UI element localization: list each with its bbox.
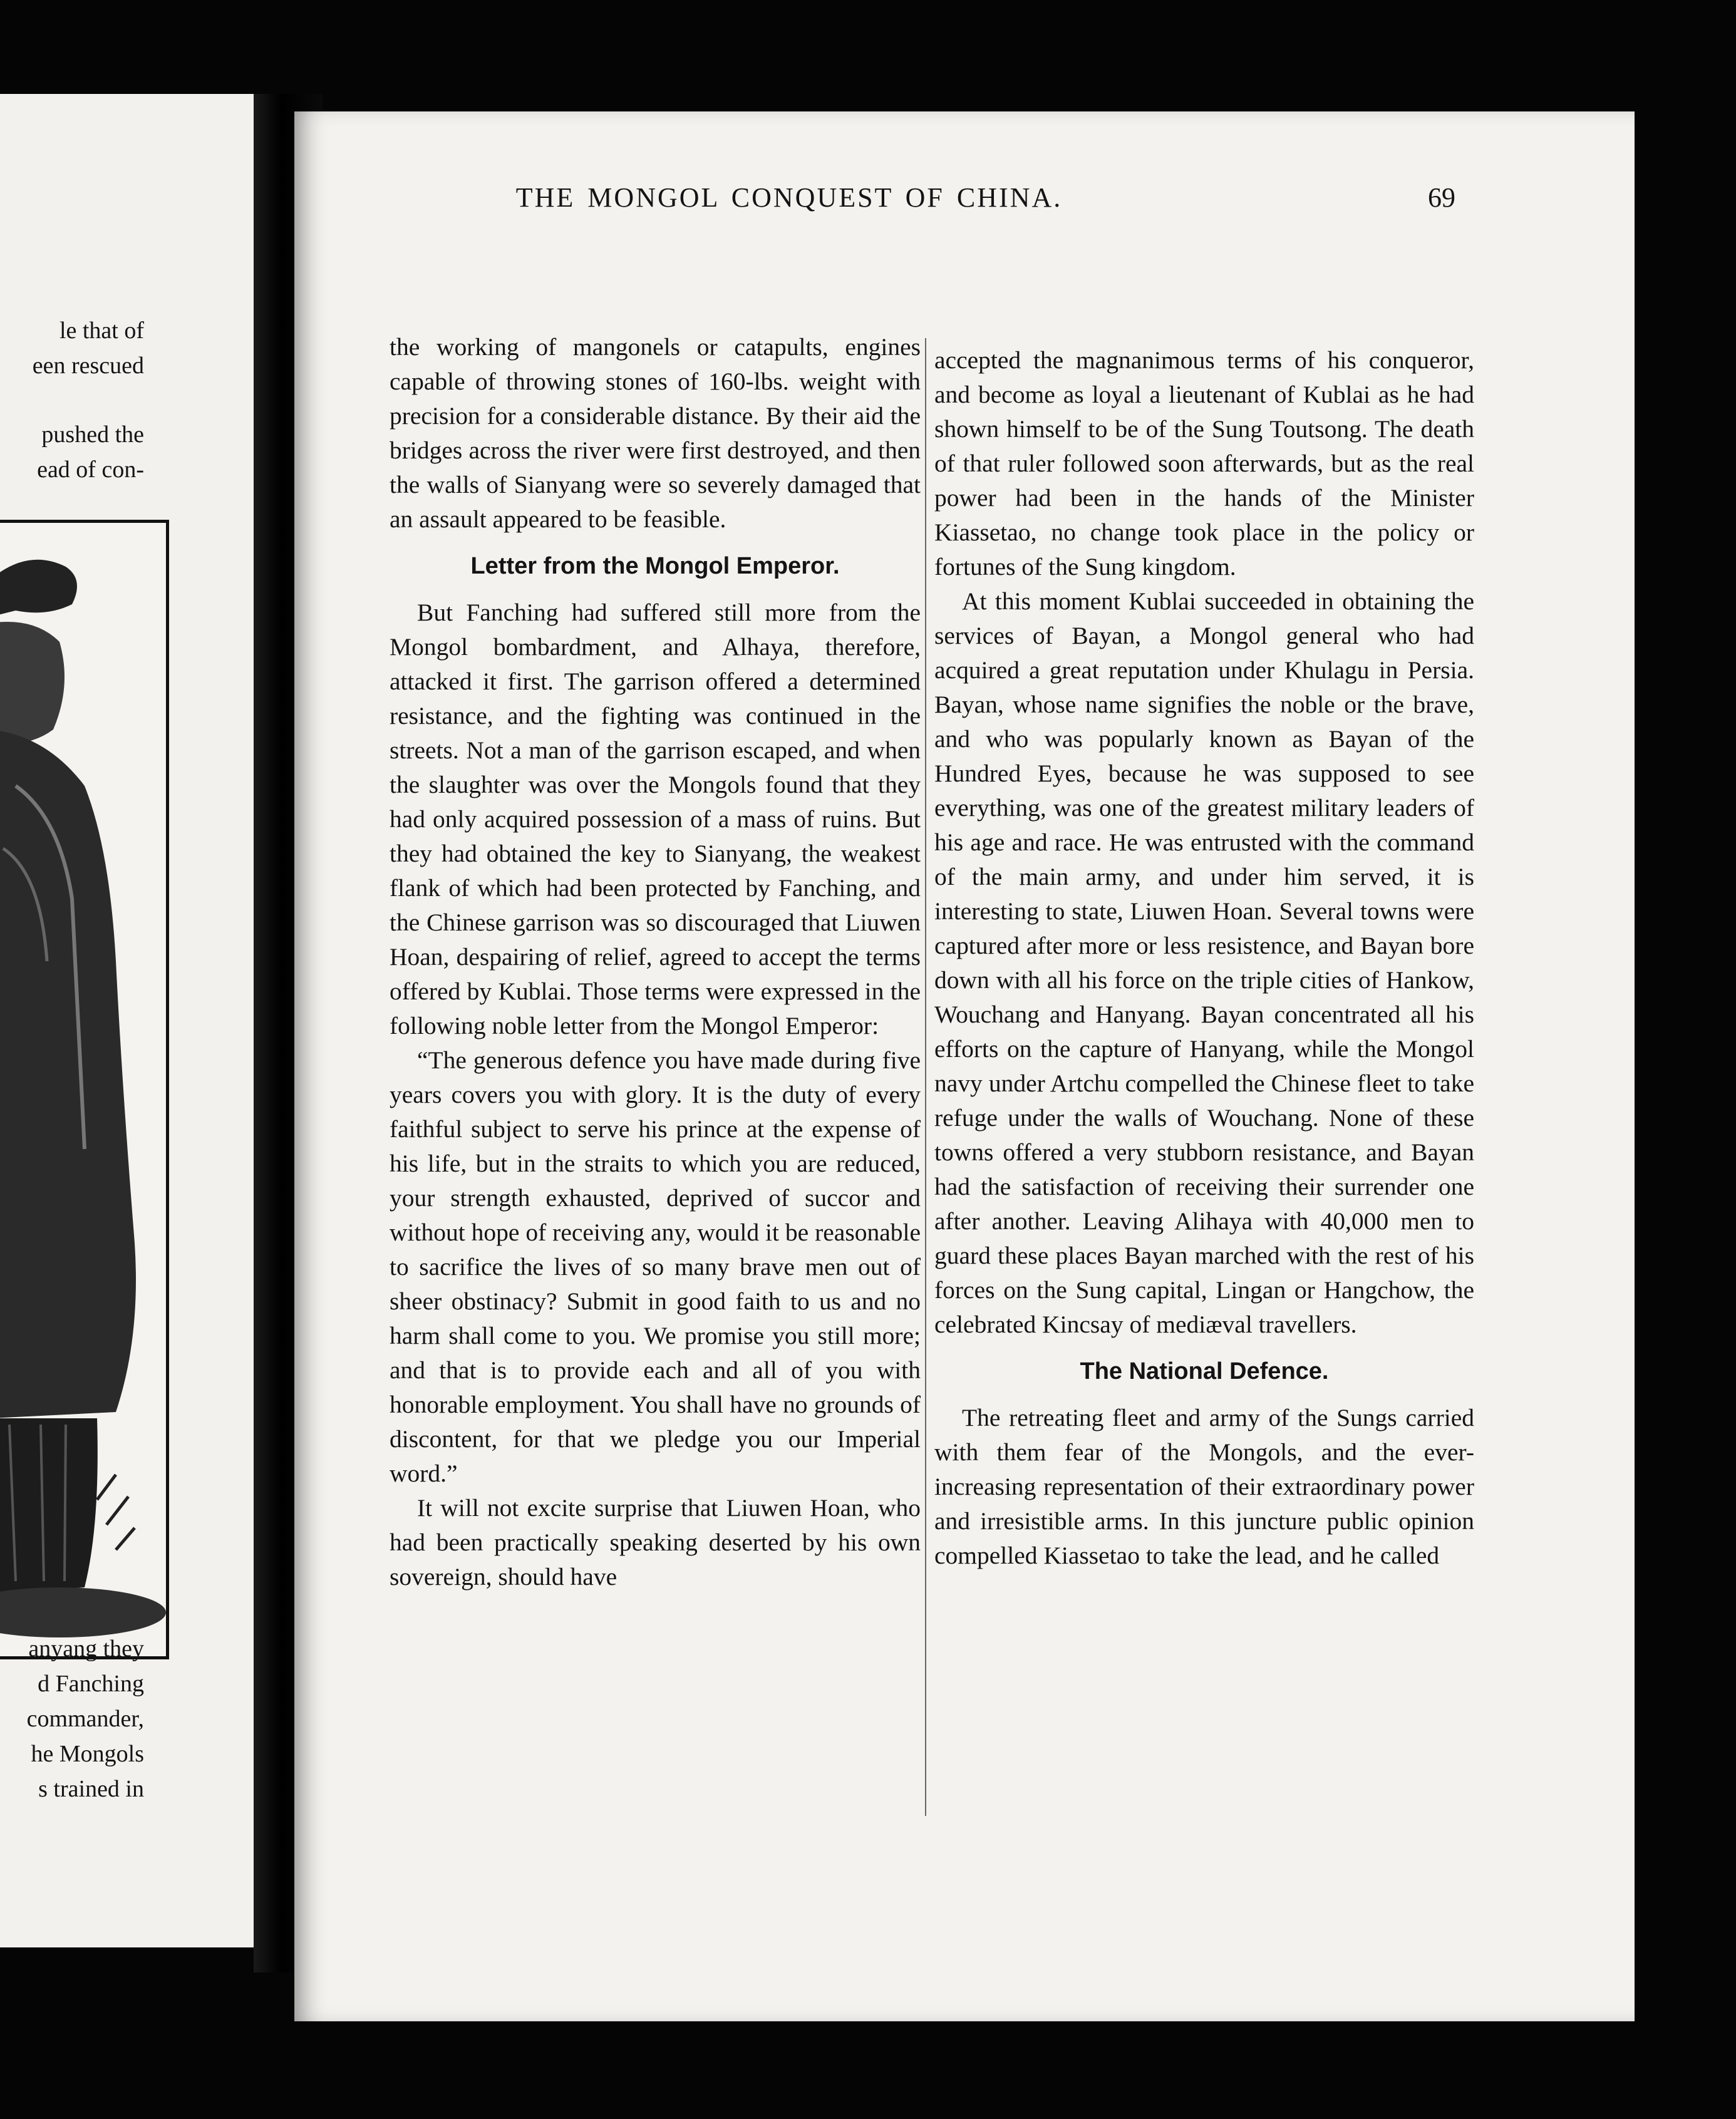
quoted-letter: “The generous defence you have made during five years covers you with glory. It is the duty of every faithful subject to serve his prince at the expense of his life, but in the straits to which you are reduced, your strength exhausted, deprived of succor and without hope of receiving any, would it be reasonable to sacrifice the lives of so many brave men out of sheer obstinacy? Submit in good faith to us and no harm shall come to you. We promise you still more; and that is to provide each and all of you with honorable employment. You shall have no grounds of discontent, for that we pledge you our Imperial word.” <box>390 1046 921 1487</box>
paragraph: the working of mangonels or catapults, engines capable of throwing stones of 160-lbs. weight with precision for a considerable distance. By their aid the bridges across the river were first destroyed, and then the walls of Sianyang were so severely damaged that an assault appeared to be feasible. <box>390 333 921 533</box>
section-heading: The National Defence. <box>1080 1358 1329 1384</box>
paragraph: At this moment Kublai succeeded in obtaining the services of Bayan, a Mongol general who had acquired a great reputation under Khulagu in Persia. Bayan, whose name signifies the noble or the brave, and who was popularly known as Bayan of the Hundred Eyes, because he was supposed to see everything, was one of the greatest military leaders of his age and race. He was entrusted with the command of the main army, and under him served, it is interesting to state, Liuwen Hoan. Several towns were captured after more or less resistence, and Bayan bore down with all his force on the triple cities of Hankow, Wouchang and Hanyang. Bayan concentrated all his efforts on the capture of Hanyang, while the Mongol navy under Artchu compelled the Chinese fleet to take refuge under the walls of Wouchang. None of these towns offered a very stubborn resistance, and Bayan had the satisfaction of receiving their surrender one after another. Leaving Alihaya with 40,000 men to guard these places Bayan marched with the rest of his forces on the Sung capital, Lingan or Hangchow, the celebrated Kincsay of mediæval travellers. <box>934 587 1474 1338</box>
left-text-fragment: le that of <box>59 317 144 344</box>
running-title: THE MONGOL CONQUEST OF CHINA. <box>515 182 1063 213</box>
left-text-fragment: een rescued <box>32 353 144 379</box>
left-text-fragment: anyang they <box>28 1636 144 1662</box>
left-text-fragment: pushed the <box>41 421 144 448</box>
left-page <box>0 94 257 1947</box>
paragraph: But Fanching had suffered still more from the Mongol bombardment, and Alhaya, therefore, attacked it first. The garrison offered a determined resistance, and the fighting was continued in the streets. Not a man of the garrison escaped, and when the slaughter was over the Mongols found that they had only acquired possession of a mass of ruins. But they had obtained the key to Sianyang, the weakest flank of which had been protected by Fanching, and the Chinese garrison was so discouraged that Liuwen Hoan, despairing of relief, agreed to accept the terms offered by Kublai. Those terms were expressed in the following noble letter from the Mongol Emperor: <box>390 599 921 1039</box>
paragraph: It will not excite surprise that Liuwen Hoan, who had been practically speaking deserted by his own sovereign, should have <box>390 1494 921 1591</box>
engraving-illustration <box>0 520 169 1659</box>
left-text-fragment: commander, <box>26 1706 144 1732</box>
page-number: 69 <box>1428 182 1455 213</box>
left-text-fragment: s trained in <box>38 1776 144 1802</box>
left-text-fragment: d Fanching <box>38 1671 144 1697</box>
left-text-fragment: ead of con- <box>37 456 144 483</box>
paragraph: The retreating fleet and army of the Sungs carried with them fear of the Mongols, and the ever-increasing representation of their extraordinary power and irresistible arms. In this juncture public opinion compelled Kiassetao to take the lead, and he called <box>934 1404 1474 1569</box>
left-text-fragment: he Mongols <box>31 1741 144 1767</box>
text-column-left <box>390 330 921 1594</box>
engraving-figure-drawing <box>0 523 169 1659</box>
column-divider <box>925 338 926 1816</box>
section-heading: Letter from the Mongol Emperor. <box>470 553 840 579</box>
paragraph: accepted the magnanimous terms of his conqueror, and become as loyal a lieutenant of Kublai as he had shown himself to be of the Sung Toutsong. The death of that ruler followed soon afterwards, but as the real power had been in the hands of the Minister Kiassetao, no change took place in the policy or fortunes of the Sung kingdom. <box>934 346 1474 580</box>
text-column-right <box>934 343 1474 1573</box>
